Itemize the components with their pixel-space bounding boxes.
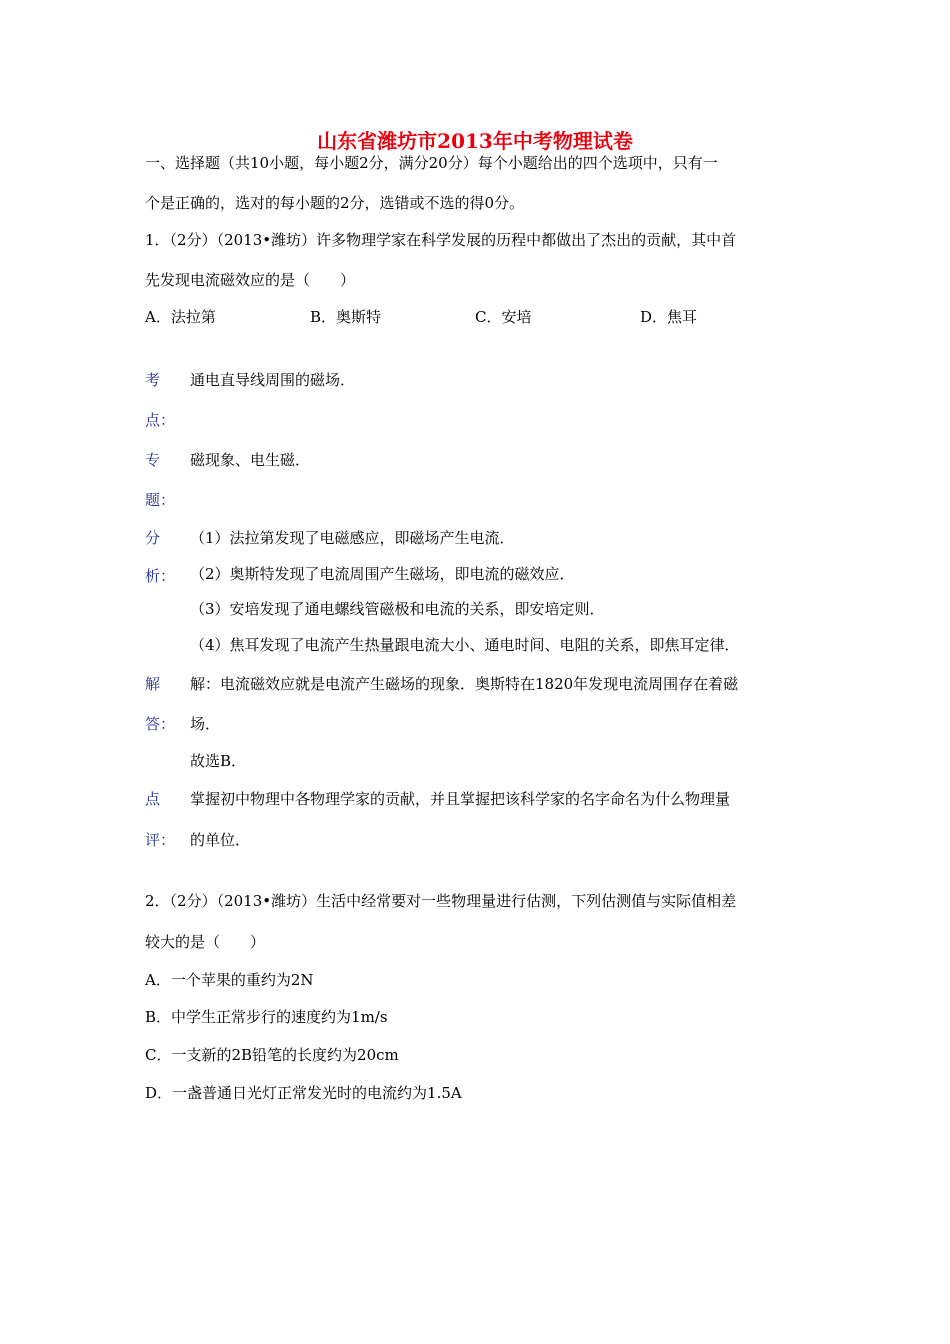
fenxi-label-2: 析： bbox=[145, 567, 176, 585]
dianping-line-1: 掌握初中物理中各物理学家的贡献，并且掌握把该科学家的名字命名为什么物理量 bbox=[190, 790, 731, 808]
zhuanti-text: 磁现象、电生磁． bbox=[190, 451, 311, 469]
kaodian-text: 通电直导线周围的磁场． bbox=[190, 371, 356, 389]
dianping-label-2: 评： bbox=[145, 831, 176, 849]
section-heading-line-1: 一、选择题（共10小题，每小题2分，满分20分）每个小题给出的四个选项中，只有一 bbox=[145, 154, 718, 172]
q2-option-b: B．中学生正常步行的速度约为1m/s bbox=[145, 1008, 388, 1026]
fenxi-label-1: 分 bbox=[145, 529, 161, 547]
q1-stem-line-2: 先发现电流磁效应的是（ ） bbox=[145, 271, 356, 289]
fenxi-line-3: （3）安培发现了通电螺线管磁极和电流的关系，即安培定则． bbox=[190, 600, 605, 618]
jieda-label-1: 解 bbox=[145, 675, 161, 693]
kaodian-label-2: 点： bbox=[145, 411, 176, 429]
q1-option-c: C．安培 bbox=[475, 308, 532, 326]
q2-option-c: C．一支新的2B铅笔的长度约为20cm bbox=[145, 1046, 399, 1064]
q2-option-a: A．一个苹果的重约为2N bbox=[145, 971, 314, 989]
fenxi-line-1: （1）法拉第发现了电磁感应，即磁场产生电流． bbox=[190, 529, 515, 547]
q1-option-a: A．法拉第 bbox=[145, 308, 216, 326]
q1-stem-line-1: 1．（2分）（2013•潍坊）许多物理学家在科学发展的历程中都做出了杰出的贡献，其中首 bbox=[145, 231, 737, 249]
fenxi-line-2: （2）奥斯特发现了电流周围产生磁场，即电流的磁效应． bbox=[190, 565, 575, 583]
jieda-label-2: 答： bbox=[145, 715, 176, 733]
q2-stem-line-1: 2．（2分）（2013•潍坊）生活中经常要对一些物理量进行估测，下列估测值与实际值相差 bbox=[145, 892, 737, 910]
fenxi-line-4: （4）焦耳发现了电流产生热量跟电流大小、通电时间、电阻的关系，即焦耳定律． bbox=[190, 636, 740, 654]
kaodian-label-1: 考 bbox=[145, 371, 161, 389]
dianping-line-2: 的单位． bbox=[190, 831, 251, 849]
jieda-line-3: 故选B． bbox=[190, 752, 247, 770]
page-title: 山东省潍坊市2013年中考物理试卷 bbox=[317, 129, 633, 153]
q1-option-b: B．奥斯特 bbox=[310, 308, 382, 326]
zhuanti-label-2: 题： bbox=[145, 491, 176, 509]
q2-stem-line-2: 较大的是（ ） bbox=[145, 933, 266, 951]
jieda-line-2: 场． bbox=[190, 715, 221, 733]
zhuanti-label-1: 专 bbox=[145, 451, 161, 469]
q2-option-d: D．一盏普通日光灯正常发光时的电流约为1.5A bbox=[145, 1084, 462, 1102]
dianping-label-1: 点 bbox=[145, 790, 161, 808]
section-heading-line-2: 个是正确的，选对的每小题的2分，选错或不选的得0分。 bbox=[145, 194, 525, 212]
jieda-line-1: 解：电流磁效应就是电流产生磁场的现象．奥斯特在1820年发现电流周围存在着磁 bbox=[190, 675, 739, 693]
q1-option-d: D．焦耳 bbox=[640, 308, 698, 326]
